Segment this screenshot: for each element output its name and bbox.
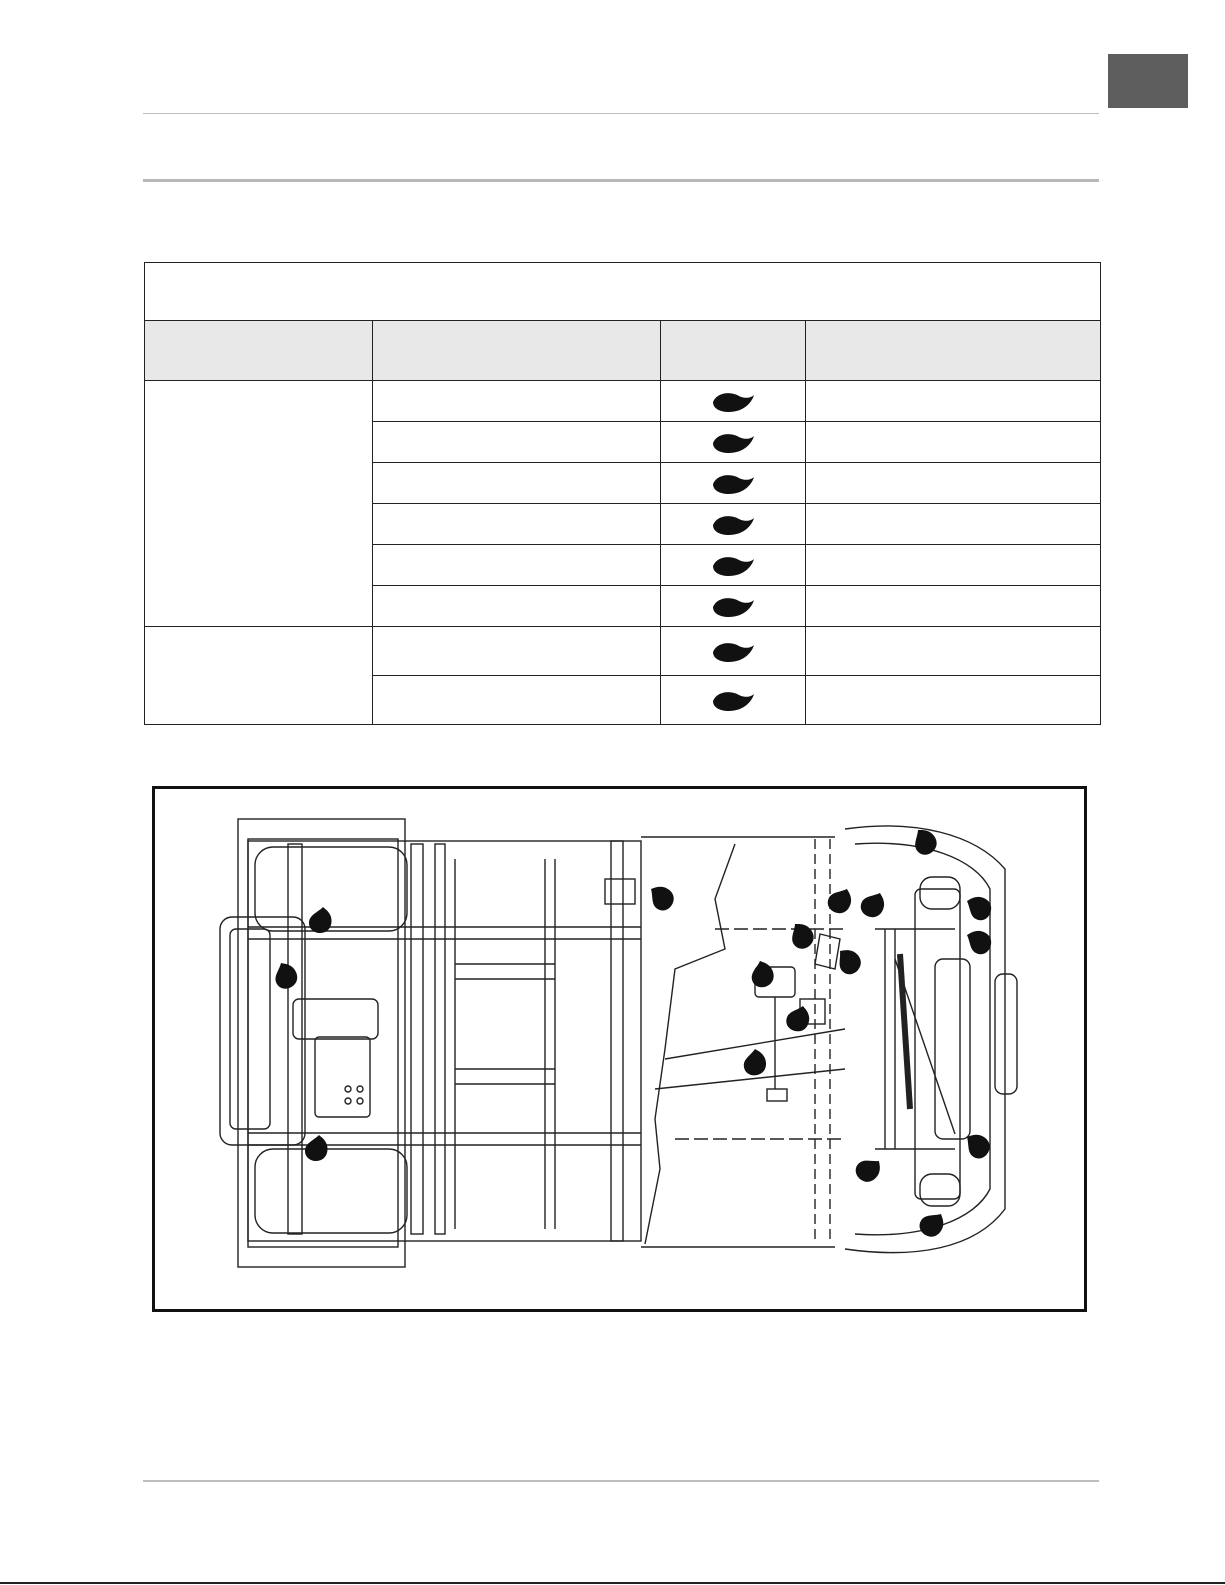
- grease-drop-icon: [711, 388, 755, 414]
- page-edge-rule: [0, 1582, 1225, 1584]
- point-cell: [373, 627, 661, 676]
- column-header-point: [373, 321, 661, 381]
- point-cell: [373, 381, 661, 422]
- note-cell: [806, 422, 1101, 463]
- section-tab: [1108, 54, 1188, 108]
- point-cell: [373, 676, 661, 725]
- grease-drop-icon: [711, 687, 755, 713]
- grease-drop-icon: [711, 511, 755, 537]
- grease-drop-icon: [711, 429, 755, 455]
- point-cell: [373, 463, 661, 504]
- note-cell: [806, 504, 1101, 545]
- grease-drop-icon: [711, 470, 755, 496]
- point-cell: [373, 504, 661, 545]
- grease-drop-icon: [711, 593, 755, 619]
- grease-drop-icon: [711, 638, 755, 664]
- point-cell: [373, 586, 661, 627]
- group-cell: [145, 381, 373, 627]
- point-cell: [373, 422, 661, 463]
- table-row: [145, 627, 1101, 676]
- chassis-lubrication-figure: [152, 786, 1087, 1312]
- grease-drop-icon: [711, 552, 755, 578]
- column-header-lubricant: [660, 321, 805, 381]
- footer-rule: [143, 1480, 1099, 1482]
- note-cell: [806, 586, 1101, 627]
- note-cell: [806, 381, 1101, 422]
- note-cell: [806, 627, 1101, 676]
- column-header-component: [145, 321, 373, 381]
- point-cell: [373, 545, 661, 586]
- table-row: [145, 381, 1101, 422]
- group-cell: [145, 627, 373, 725]
- lubrication-table: [144, 262, 1101, 725]
- note-cell: [806, 463, 1101, 504]
- header-rule: [143, 113, 1099, 114]
- column-header-notes: [806, 321, 1101, 381]
- header-divider: [143, 179, 1099, 182]
- table-title: [145, 263, 1101, 321]
- chassis-diagram: [155, 789, 1084, 1309]
- note-cell: [806, 676, 1101, 725]
- note-cell: [806, 545, 1101, 586]
